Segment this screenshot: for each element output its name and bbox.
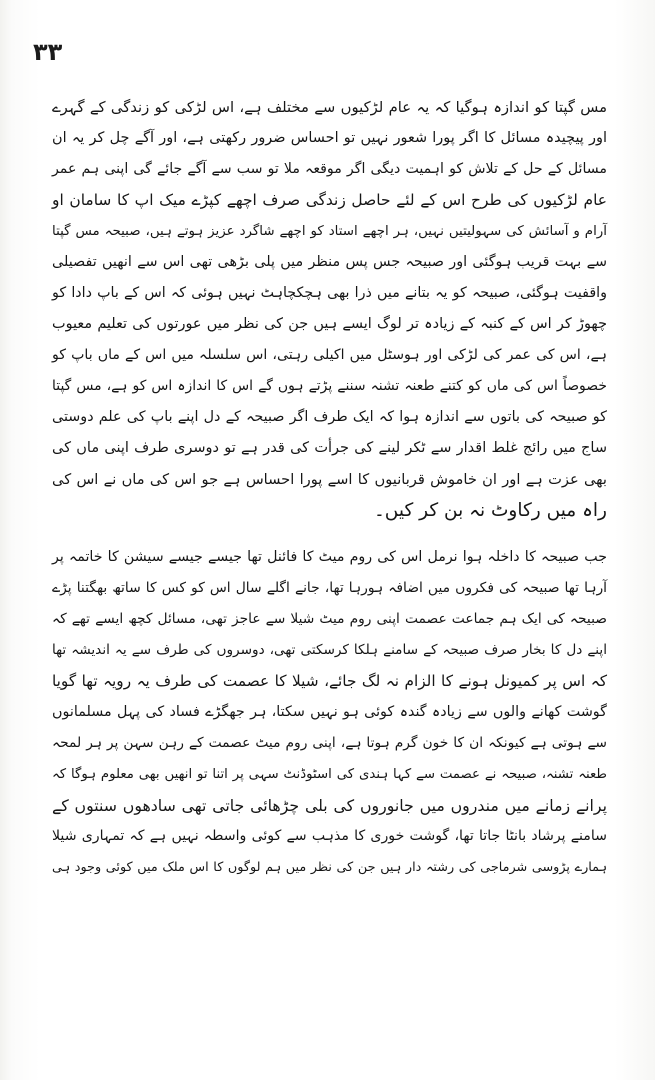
- text-line: بھی عزت ہے اور ان خاموش قربانیوں کا اسے پورا احساس ہے جو اس کی ماں نے اس کی: [52, 471, 607, 488]
- body-text: [52, 92, 607, 883]
- text-line: کو صبیحہ کی باتوں سے اندازہ ہوا کہ ایک طرف اگر صبیحہ کے دل اپنے باپ کی علم دوستی: [52, 409, 607, 425]
- text-line: مسائل کے حل کے تلاش کو اہمیت دیگی اگر موقعہ ملا تو سب سے آگے جائے گی اپنی ہم عمر: [52, 161, 607, 177]
- text-line: عام لڑکیوں کی طرح اس کے لئے حاصل زندگی صرف اچھے کپڑے میک اپ کا سامان او: [52, 191, 607, 209]
- page-number: ۳۳: [33, 38, 63, 66]
- text-line: گوشت کھانے والوں سے زیادہ گندہ کوئی ہو نہیں سکتا، ہر جھگڑے فساد کی پہل مسلمانوں: [52, 704, 607, 720]
- text-line: اور پیچیدہ مسائل کا اگر پورا شعور نہیں تو احساس ضرور رکھتی ہے، اور آگے چل کر یہ ان: [52, 130, 607, 146]
- text-line: راہ میں رکاوٹ نہ بن کر کیں۔: [373, 500, 607, 521]
- text-line: جب صبیحہ کا داخلہ ہوا نرمل اس کی روم میٹ کا فائنل تھا جیسے جیسے سیشن کا خاتمہ پر: [52, 549, 607, 565]
- text-line: ساج میں رائج غلط اقدار سے ٹکر لینے کی جرأت کی قدر ہے تو دوسری طرف اپنی ماں کی: [52, 440, 607, 456]
- text-line: چھوڑ کر اس کے کنبہ کے زیادہ تر لوگ ایسے ہیں جن کی نظر میں عورتوں کی تعلیم معیوب: [52, 316, 607, 332]
- text-line: طعنہ تشنہ، صبیحہ نے عصمت سے کہا ہندی کی اسٹوڈنٹ سہی پر اتنا تو انھیں بھی معلوم ہوگا کہ: [52, 767, 607, 782]
- text-line: ہمارے پڑوسی شرماجی کی رشتہ دار ہیں جن کی نظر میں ہم لوگوں کا اس ملک میں کوئی وجود ہی: [52, 860, 607, 875]
- paragraph-1: [52, 92, 607, 526]
- text-line: ہے، اس کی عمر کی لڑکی اور ہوسٹل میں اکیلی رہتی، اس سلسلہ میں اس کے ماں باپ کو: [52, 347, 607, 363]
- text-line: صبیحہ کی ایک ہم جماعت عصمت اپنی روم میٹ شیلا سے عاجز تھی، مسائل کچھ ایسے تھے کہ: [52, 611, 607, 627]
- text-line: سے بہت قریب ہوگئی اور صبیحہ جس پس منظر میں پلی بڑھی تھی اس سے انھیں تفصیلی: [52, 254, 607, 270]
- paragraph-2: [52, 542, 607, 883]
- text-line: خصوصاً اس کی ماں کو کتنے طعنہ تشنہ سننے پڑتے ہوں گے اس کا اندازہ اس کو ہے، مس گپتا: [52, 378, 607, 394]
- text-line: سامنے پرشاد بانٹا جاتا تھا، گوشت خوری کا مذہب سے کوئی واسطہ نہیں ہے کہ تمہاری شیلا: [52, 828, 607, 844]
- text-line: اپنے دل کا بخار صرف صبیحہ کے سامنے ہلکا کرسکتی تھی، دوسروں کی طرف سے یہ اندیشہ تھا: [52, 642, 607, 658]
- text-line: مس گپتا کو اندازہ ہوگیا کہ یہ عام لڑکیوں سے مختلف ہے، اس لڑکی کو زندگی کے گہرے: [52, 99, 607, 116]
- text-line: آرام و آسائش کی سہولیتیں نہیں، ہر اچھے استاد کو اچھے شاگرد عزیز ہوتے ہیں، صبیحہ مس گپتا: [52, 224, 607, 239]
- text-line: پرانے زمانے میں مندروں میں جانوروں کی بلی چڑھائی جاتی تھی سادھوں سنتوں کے: [52, 796, 607, 815]
- text-line: آرہا تھا صبیحہ کی فکروں میں اضافہ ہورہا تھا، جانے اگلے سال اس کو کس کا ساتھ بھگتنا پڑے: [52, 580, 607, 596]
- text-line: واقفیت ہوگئی، صبیحہ کو یہ بتانے میں ذرا بھی ہچکچاہٹ نہیں ہوئی کہ اس کے باپ دادا کو: [52, 285, 607, 301]
- text-line: سے ہوتی ہے کیونکہ ان کا خون گرم ہوتا ہے، اپنی روم میٹ عصمت کے رہن سہن پر ہر لمحہ: [52, 735, 607, 751]
- text-line: کہ اس پر کمیونل ہونے کا الزام نہ لگ جائے، شیلا کا عصمت کی طرف یہ رویہ تھا گویا: [52, 672, 607, 690]
